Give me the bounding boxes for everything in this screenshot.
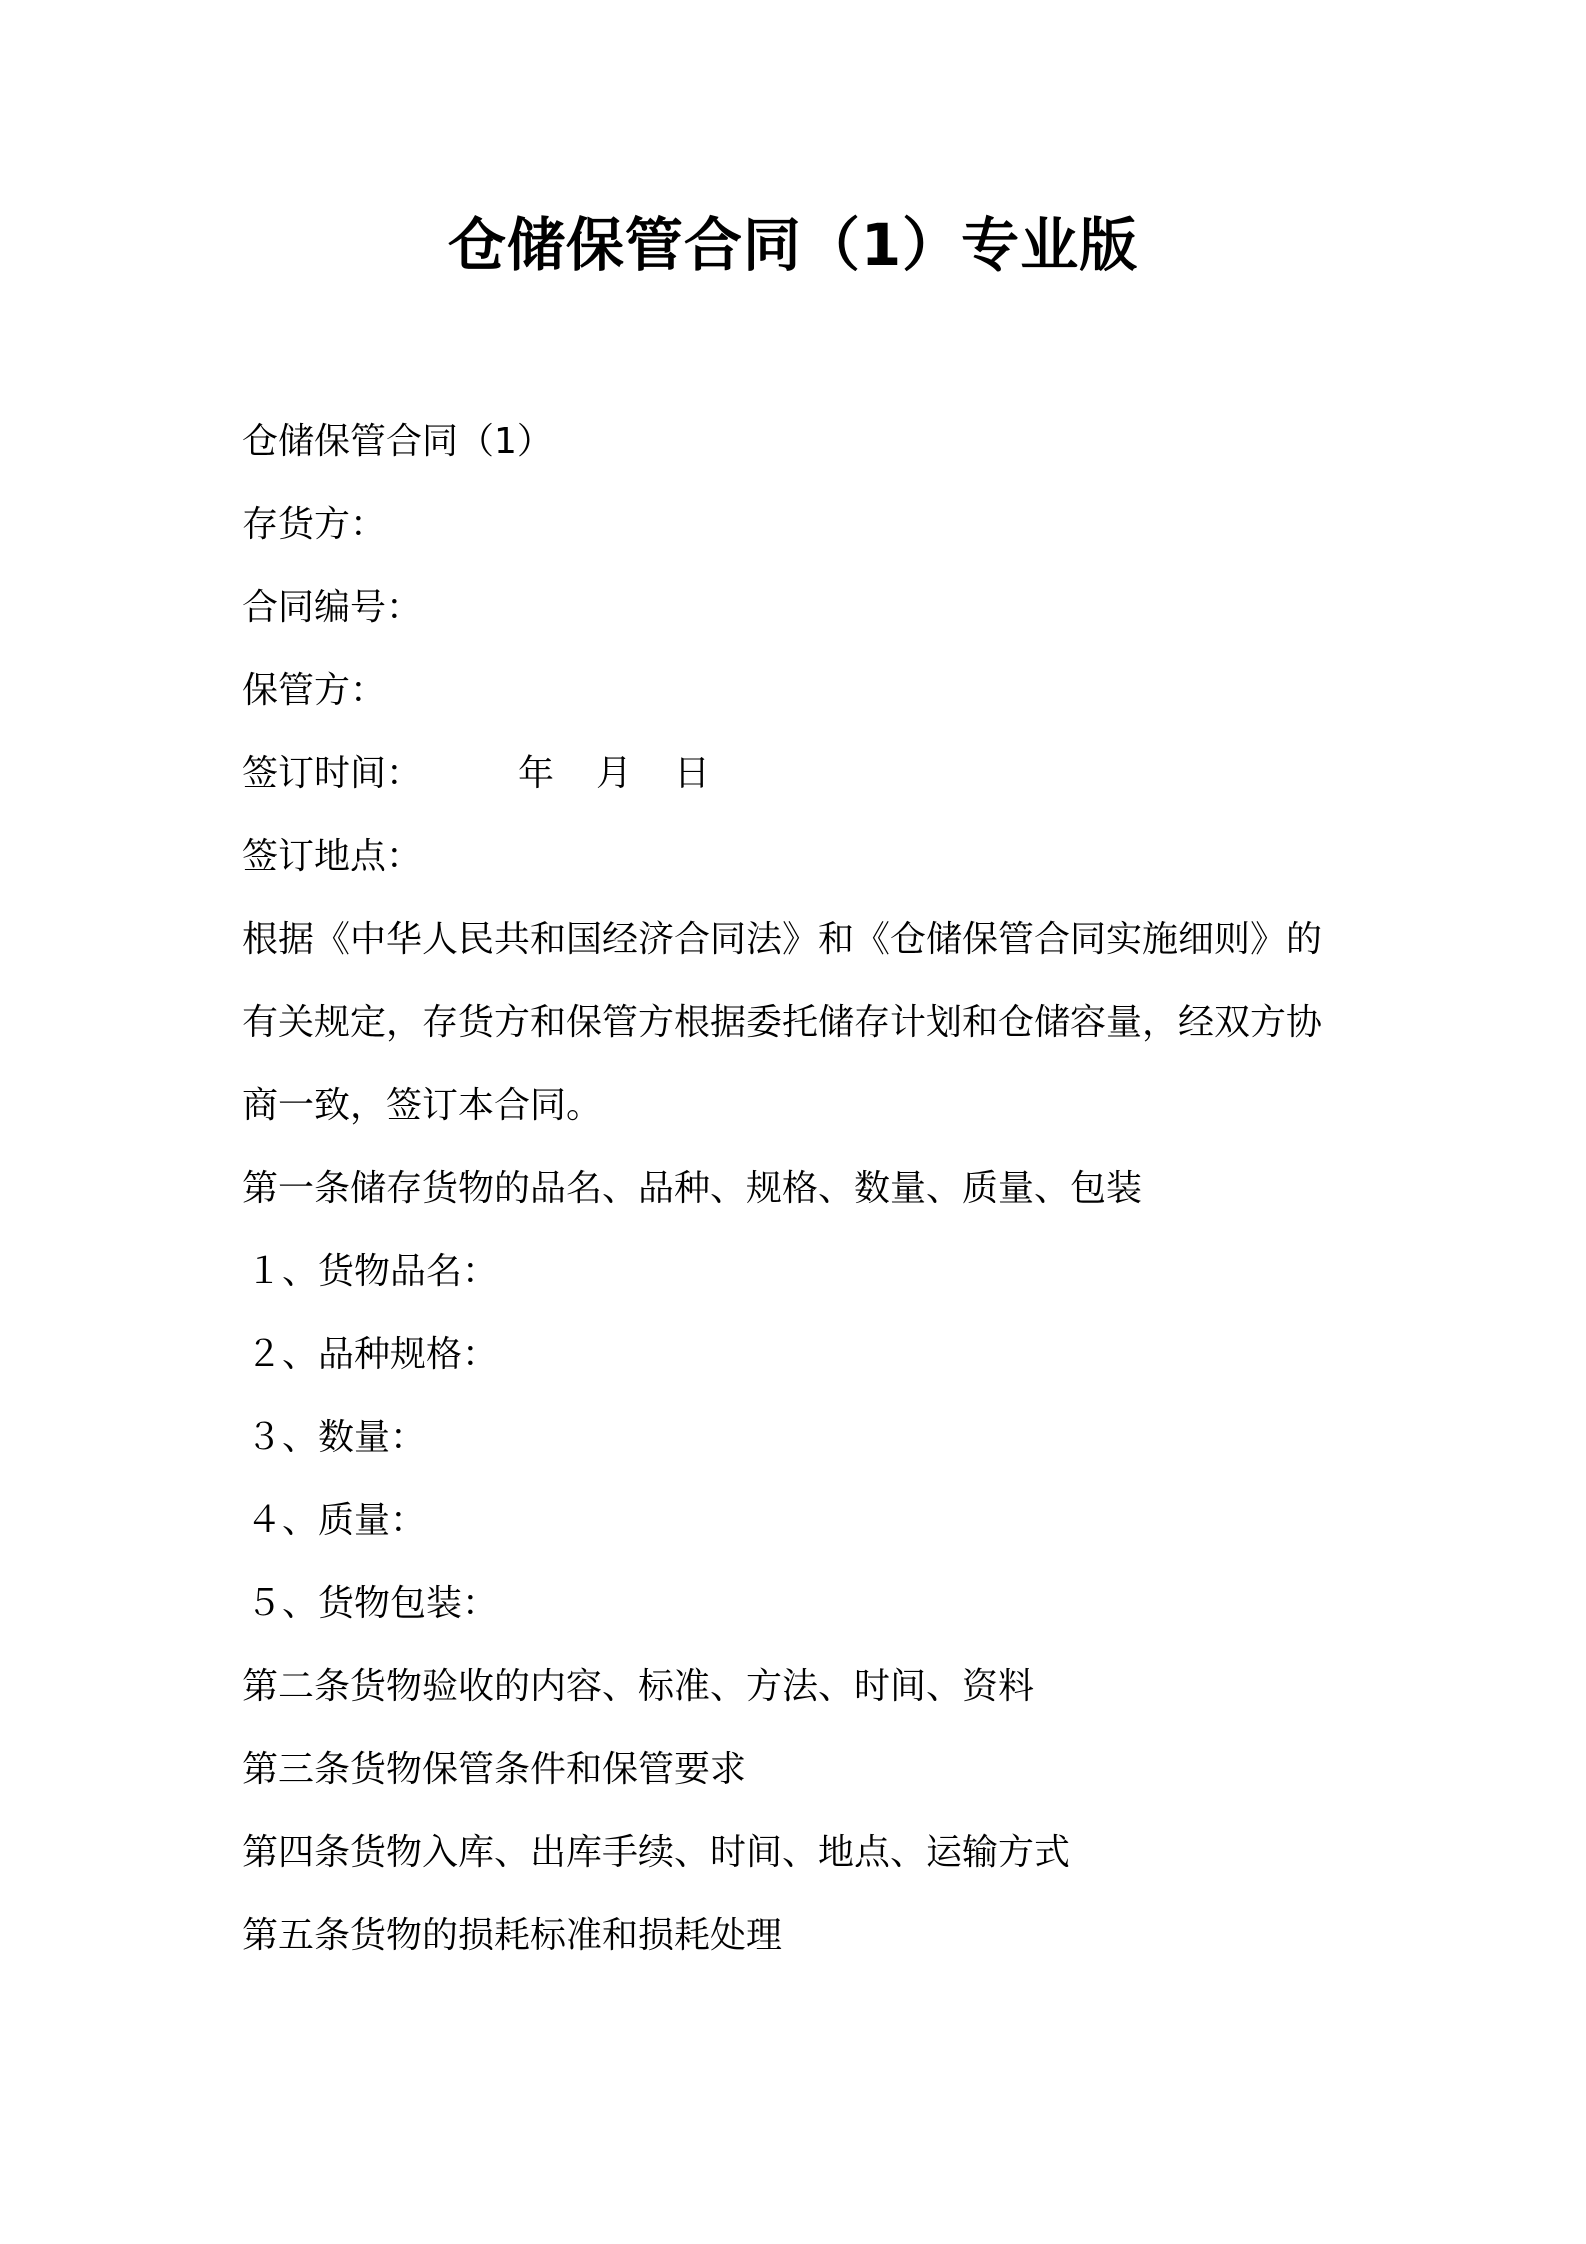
article-1-item-packaging: ５、货物包装： (246, 1583, 499, 1624)
document-title: 仓储保管合同（1）专业版 (447, 211, 1139, 279)
article-3-heading: 第三条货物保管条件和保管要求 (242, 1749, 747, 1790)
article-1-item-spec: ２、品种规格： (246, 1334, 499, 1375)
preamble-line-1: 根据《中华人民共和国经济合同法》和《仓储保管合同实施细则》的 (242, 919, 1323, 960)
sign-date-parts (518, 732, 752, 815)
article-1-item-name: １、货物品名： (246, 1251, 499, 1292)
preamble-line-2: 有关规定，存货方和保管方根据委托储存计划和仓储容量，经双方协 (242, 1002, 1323, 1043)
sign-place-field: 签订地点： (242, 836, 423, 877)
article-1-heading: 第一条储存货物的品名、品种、规格、数量、质量、包装 (242, 1168, 1143, 1209)
preamble-line-3: 商一致，签订本合同。 (242, 1085, 603, 1126)
article-5-heading: 第五条货物的损耗标准和损耗处理 (242, 1915, 783, 1956)
custodian-field: 保管方： (242, 670, 387, 711)
article-4-heading: 第四条货物入库、出库手续、时间、地点、运输方式 (242, 1832, 1071, 1873)
article-2-heading: 第二条货物验收的内容、标准、方法、时间、资料 (242, 1666, 1035, 1707)
article-1-item-quantity: ３、数量： (246, 1417, 427, 1458)
contract-number-field: 合同编号： (242, 587, 423, 628)
sign-time-field (242, 732, 1362, 815)
document-body (242, 400, 1362, 1977)
article-1-item-quality: ４、质量： (246, 1500, 427, 1541)
sign-year-label: 年 (518, 753, 555, 794)
document-subtitle: 仓储保管合同（1） (242, 421, 553, 462)
depositor-field: 存货方： (242, 504, 387, 545)
sign-time-label: 签订时间： (242, 753, 423, 794)
sign-day-label: 日 (674, 753, 711, 794)
sign-month-label: 月 (596, 753, 633, 794)
